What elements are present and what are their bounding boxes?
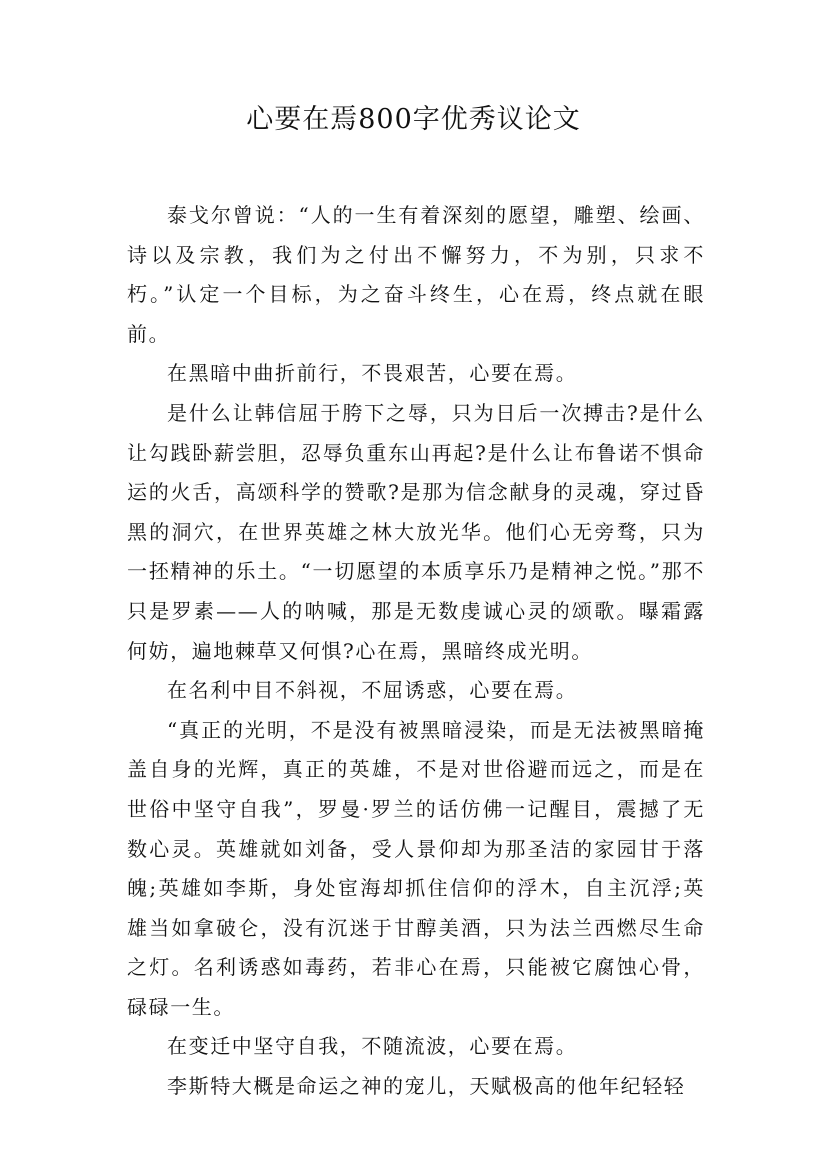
paragraph: 在变迁中坚守自我，不随流波，心要在焉。 — [167, 1034, 578, 1059]
document-body — [127, 196, 705, 1107]
paragraph: 是什么让韩信屈于胯下之辱，只为日后一次搏击?是什么让勾践卧薪尝胆，忍辱负重东山再起?是什么让布鲁诺不惧命运的火舌，高颂科学的赞歌?是那为信念献身的灵魂，穿过昏黑的洞穴，在世界英雄之林大放光华。他们心无旁骛，只为一抷精神的乐土。“一切愿望的本质享乐乃是精神之悦。”那不只是罗素——人的呐喊，那是无数虔诚心灵的颂歌。曝霜露何妨，遍地棘草又何惧?心在焉，黑暗终成光明。 — [127, 400, 705, 663]
paragraph: 在名利中目不斜视，不屈诱惑，心要在焉。 — [167, 678, 578, 703]
paragraph: 李斯特大概是命运之神的宠儿，天赋极高的他年纪轻轻 — [167, 1074, 686, 1099]
paragraph: 泰戈尔曾说：“人的一生有着深刻的愿望，雕塑、绘画、诗以及宗教，我们为之付出不懈努力，不为别，只求不朽。”认定一个目标，为之奋斗终生，心在焉，终点就在眼前。 — [127, 203, 705, 346]
paragraph: “真正的光明，不是没有被黑暗浸染，而是无法被黑暗掩盖自身的光辉，真正的英雄，不是对世俗避而远之，而是在世俗中坚守自我”，罗曼·罗兰的话仿佛一记醒目，震撼了无数心灵。英雄就如刘备，受人景仰却为那圣洁的家园甘于落魄;英雄如李斯，身处宦海却抓住信仰的浮木，自主沉浮;英雄当如拿破仑，没有沉迷于甘醇美酒，只为法兰西燃尽生命之灯。名利诱惑如毒药，若非心在焉，只能被它腐蚀心骨，碌碌一生。 — [127, 717, 705, 1019]
document-title: 心要在焉800字优秀议论文 — [246, 104, 581, 135]
paragraph: 在黑暗中曲折前行，不畏艰苦，心要在焉。 — [167, 361, 578, 386]
